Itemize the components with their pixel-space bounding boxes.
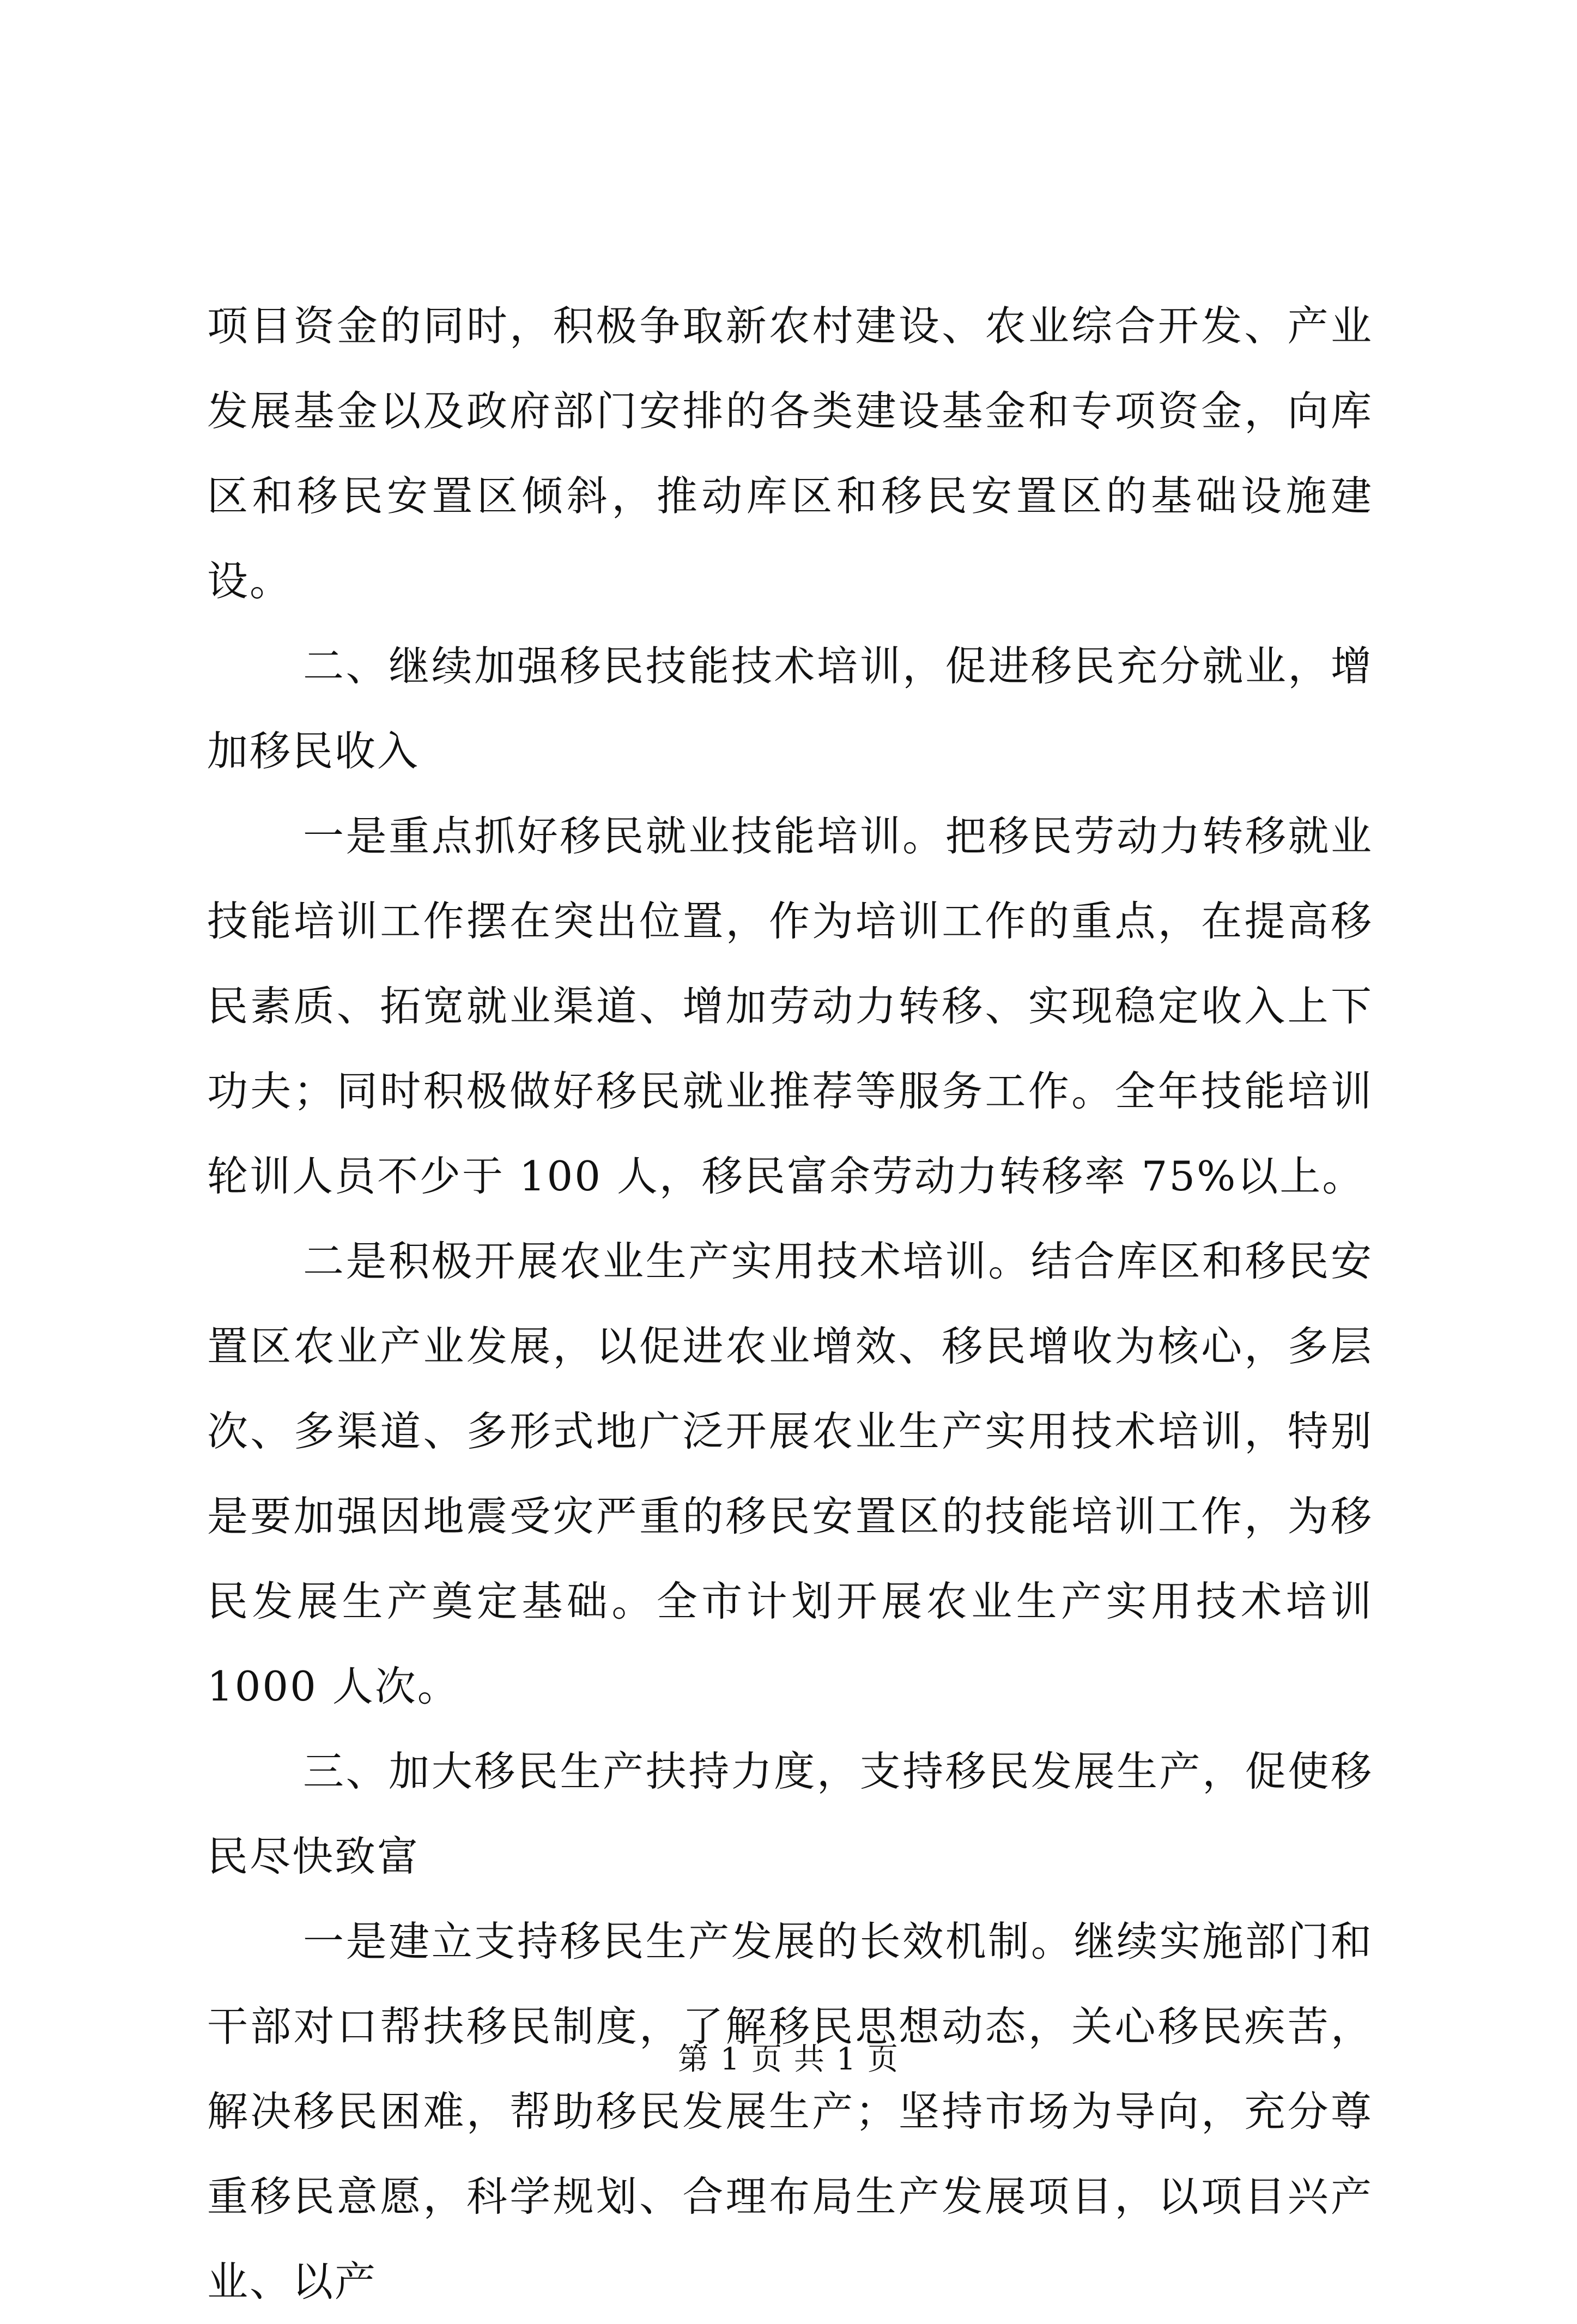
document-body	[207, 283, 1373, 2324]
paragraph-continuation: 项目资金的同时，积极争取新农村建设、农业综合开发、产业发展基金以及政府部门安排的各类建设基金和专项资金，向库区和移民安置区倾斜，推动库区和移民安置区的基础设施建设。	[207, 302, 1373, 605]
section-heading-3: 三、加大移民生产扶持力度，支持移民发展生产，促使移民尽快致富	[207, 1747, 1373, 1880]
paragraph-agri-training: 二是积极开展农业生产实用技术培训。结合库区和移民安置区农业产业发展，以促进农业增效、移民增收为核心，多层次、多渠道、多形式地广泛开展农业生产实用技术培训，特别是要加强因地震受灾严重的移民安置区的技能培训工作，为移民发展生产奠定基础。全市计划开展农业生产实用技术培训 1000 人次。	[207, 1237, 1373, 1710]
paragraph-employment-training: 一是重点抓好移民就业技能培训。把移民劳动力转移就业技能培训工作摆在突出位置，作为培训工作的重点，在提高移民素质、拓宽就业渠道、增加劳动力转移、实现稳定收入上下功夫；同时积极做好移民就业推荐等服务工作。全年技能培训轮训人员不少于 100 人，移民富余劳动力转移率 75%以上。	[207, 812, 1373, 1200]
paragraph-long-term-mechanism: 一是建立支持移民生产发展的长效机制。继续实施部门和干部对口帮扶移民制度，了解移民思想动态，关心移民疾苦，解决移民困难，帮助移民发展生产；坚持市场为导向，充分尊重移民意愿，科学规划、合理布局生产发展项目，以项目兴产业、以产	[207, 1917, 1373, 2305]
page-footer: 第 1 页 共 1 页	[677, 2042, 900, 2077]
section-heading-2: 二、继续加强移民技能技术培训，促进移民充分就业，增加移民收入	[207, 642, 1373, 775]
